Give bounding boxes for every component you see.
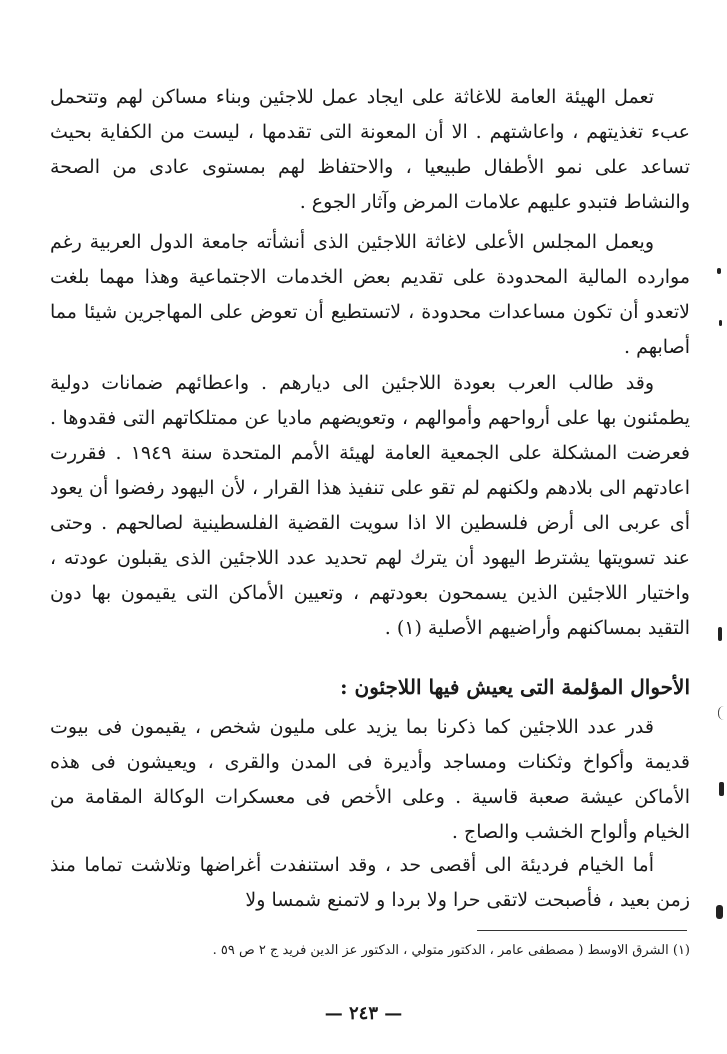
margin-mark: [718, 627, 722, 641]
paragraph-text: ويعمل المجلس الأعلى لاغاثة اللاجئين الذى أنشأته جامعة الدول العربية رغم موارده المالية المحدودة على تقديم بعض الخدمات الاجتماعية وهذا مهما بلغت لاتعدو أن تكون مساعدات محدودة ، لاتستطيع أن تعوض على المهاجرين شيئا مما أصابهم .: [50, 231, 690, 358]
margin-mark: [719, 320, 722, 326]
paragraph-tents: [50, 848, 690, 918]
margin-mark: [719, 782, 724, 796]
footnote-divider: [477, 930, 687, 931]
paragraph-text: وقد طالب العرب بعودة اللاجئين الى ديارهم . واعطائهم ضمانات دولية يطمئنون بها على أرواحهم وأموالهم ، وتعويضهم ماديا عن ممتلكاتهم التى فقدوها . فعرضت المشكلة على الجمعية العامة لهيئة الأمم المتحدة سنة ١٩٤٩ . فقررت اعادتهم الى بلادهم ولكنهم لم تقو على تنفيذ هذا القرار ، لأن اليهود رفضوا أن يعود أى عربى الى أرض فلسطين الا اذا سويت القضية الفلسطينية لصالحهم . وحتى عند تسويتها يشترط اليهود أن يترك لهم تحديد عدد اللاجئين الذى يقبلون عودته ، واختيار اللاجئين الذين يسمحون بعودتهم ، وتعيين الأماكن التى يقيمون بها دون التقيد بمساكنهم وأراضيهم الأصلية (١) .: [50, 372, 691, 639]
margin-mark: [718, 706, 725, 720]
paragraph-relief-agency: [50, 80, 690, 220]
footnote: (١) الشرق الاوسط ( مصطفى عامر ، الدكتور متولي ، الدكتور عز الدين فريد ج ٢ ص ٥٩ .: [212, 943, 690, 958]
section-heading: الأحوال المؤلمة التى يعيش فيها اللاجئون :: [340, 675, 690, 699]
paragraph-arab-demands: [50, 366, 690, 646]
page-number: — ٢٤٣ —: [324, 1003, 403, 1024]
paragraph-text: أما الخيام فرديئة الى أقصى حد ، وقد استنفدت أغراضها وتلاشت تماما منذ زمن بعيد ، فأصبحت لاتقى حرا ولا بردا و لاتمنع شمسا ولا: [50, 854, 690, 911]
margin-mark: [717, 268, 721, 274]
paragraph-supreme-council: [50, 225, 690, 365]
paragraph-text: قدر عدد اللاجئين كما ذكرنا بما يزيد على مليون شخص ، يقيمون فى بيوت قديمة وأكواخ وثكنات ومساجد وأديرة فى المدن والقرى ، ويعيشون فى هذه الأماكن عيشة صعبة قاسية . وعلى الأخص فى معسكرات الوكالة المقامة من الخيام وألواح الخشب والصاج .: [50, 716, 690, 843]
paragraph-refugee-count: [50, 710, 690, 850]
paragraph-text: تعمل الهيئة العامة للاغاثة على ايجاد عمل للاجئين وبناء مساكن لهم وتتحمل عبء تغذيتهم ، واعاشتهم . الا أن المعونة التى تقدمها ، ليست من الكفاية بحيث تساعد على نمو الأطفال طبيعيا ، والاحتفاظ لهم بمستوى عادى من الصحة والنشاط فتبدو عليهم علامات المرض وآثار الجوع .: [50, 86, 690, 213]
margin-mark: [716, 905, 723, 919]
